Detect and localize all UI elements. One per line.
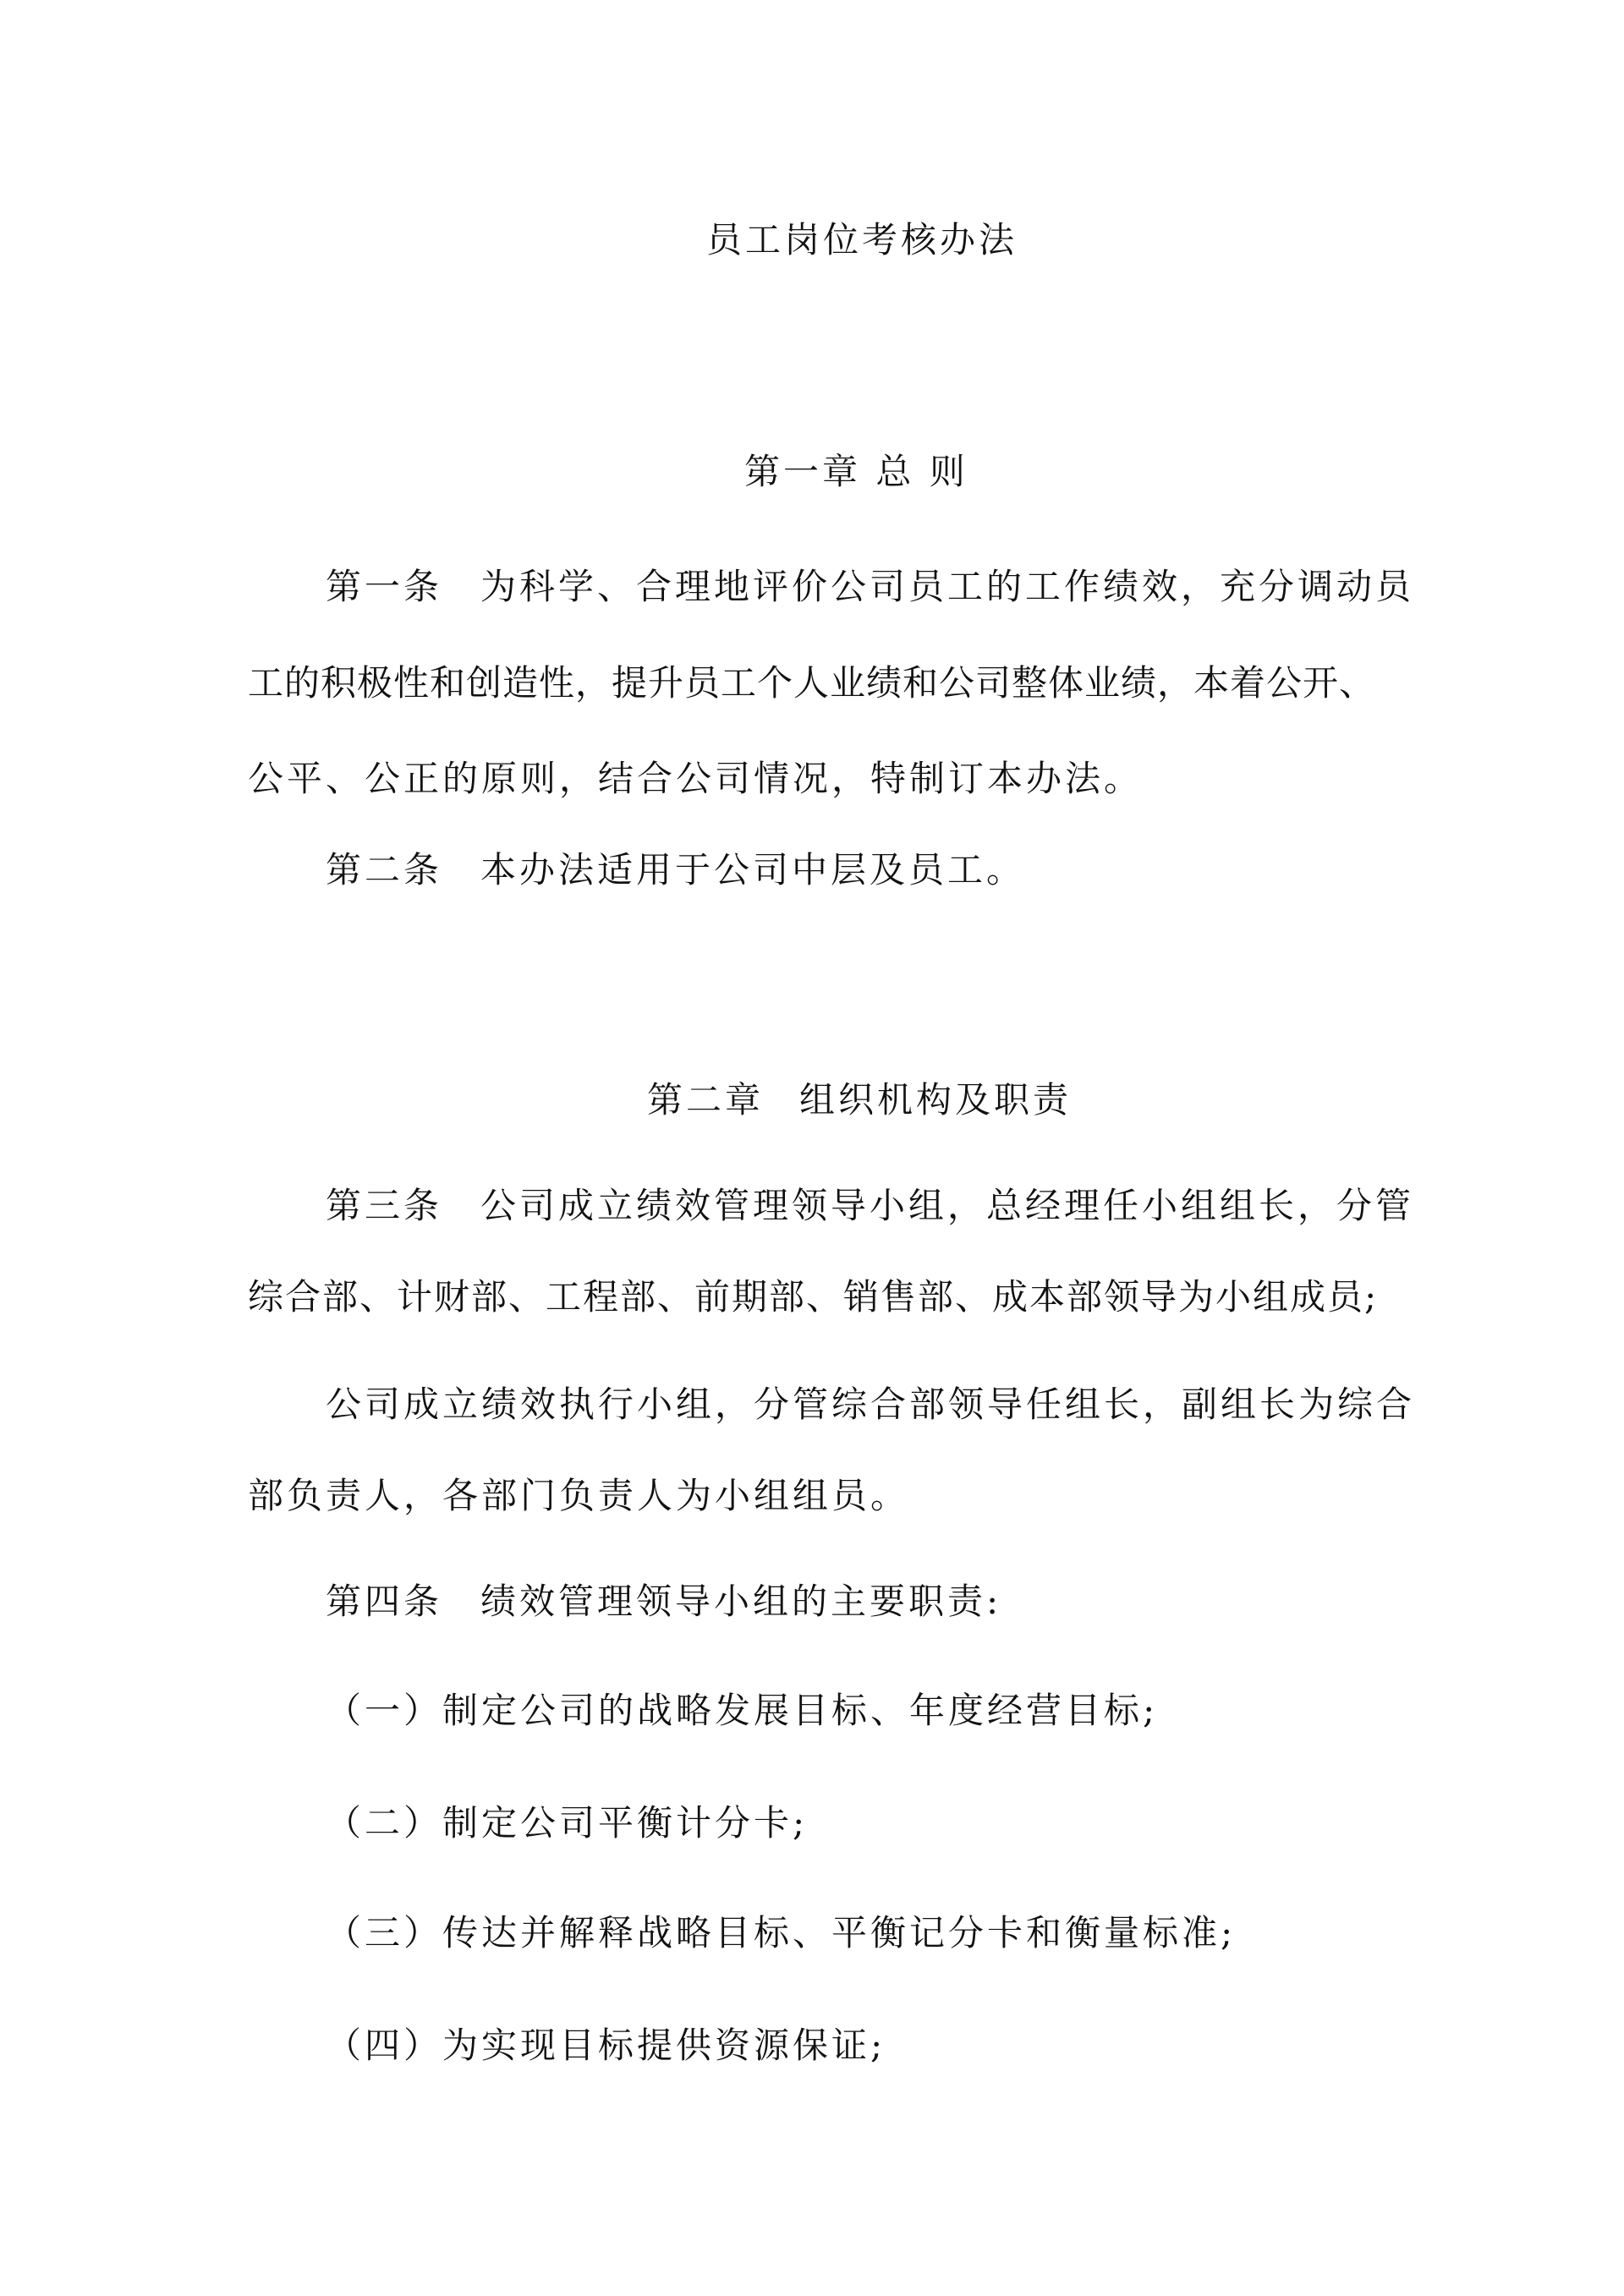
article-1-line-3: 公平、公正的原则，结合公司情况，特制订本办法。 <box>248 758 1144 799</box>
article-4-text: 绩效管理领导小组的主要职责: <box>480 1581 1002 1622</box>
exec-group-line-1: 公司成立绩效执行小组，分管综合部领导任组长，副组长为综合 <box>326 1384 1416 1425</box>
article-1-line-2: 工的积极性和创造性，提升员工个人业绩和公司整体业绩，本着公开、 <box>248 662 1376 704</box>
chapter-2-heading-title: 组织机构及职责 <box>799 1079 1073 1121</box>
duty-item-4: （四）为实现目标提供资源保证; <box>326 2025 886 2066</box>
chapter-2-heading-number: 第二章 <box>647 1079 765 1121</box>
duty-item-2: （二）制定公司平衡计分卡; <box>326 1802 809 1844</box>
document-title: 员工岗位考核办法 <box>706 219 1018 260</box>
article-3-label: 第三条 <box>326 1185 443 1226</box>
article-3-line-2: 综合部、计财部、工程部、前期部、销售部、成本部领导为小组成员; <box>248 1276 1379 1318</box>
article-2-text: 本办法适用于公司中层及员工。 <box>480 849 1026 890</box>
article-2-label: 第二条 <box>326 849 443 890</box>
article-4-label: 第四条 <box>326 1581 443 1622</box>
duty-item-3: （三）传达并解释战略目标、平衡记分卡和衡量标准; <box>326 1912 1237 1954</box>
exec-group-line-2: 部负责人，各部门负责人为小组组员。 <box>248 1475 910 1516</box>
chapter-1-heading: 第一章 总 则 <box>744 451 968 492</box>
article-1-line-1: 为科学、合理地评价公司员工的工作绩效，充分调动员 <box>480 566 1415 607</box>
article-3-line-1: 公司成立绩效管理领导小组，总经理任小组组长，分管 <box>480 1185 1415 1226</box>
duty-item-1: （一）制定公司的战略发展目标、年度经营目标; <box>326 1690 1159 1731</box>
article-1-label: 第一条 <box>326 566 443 607</box>
